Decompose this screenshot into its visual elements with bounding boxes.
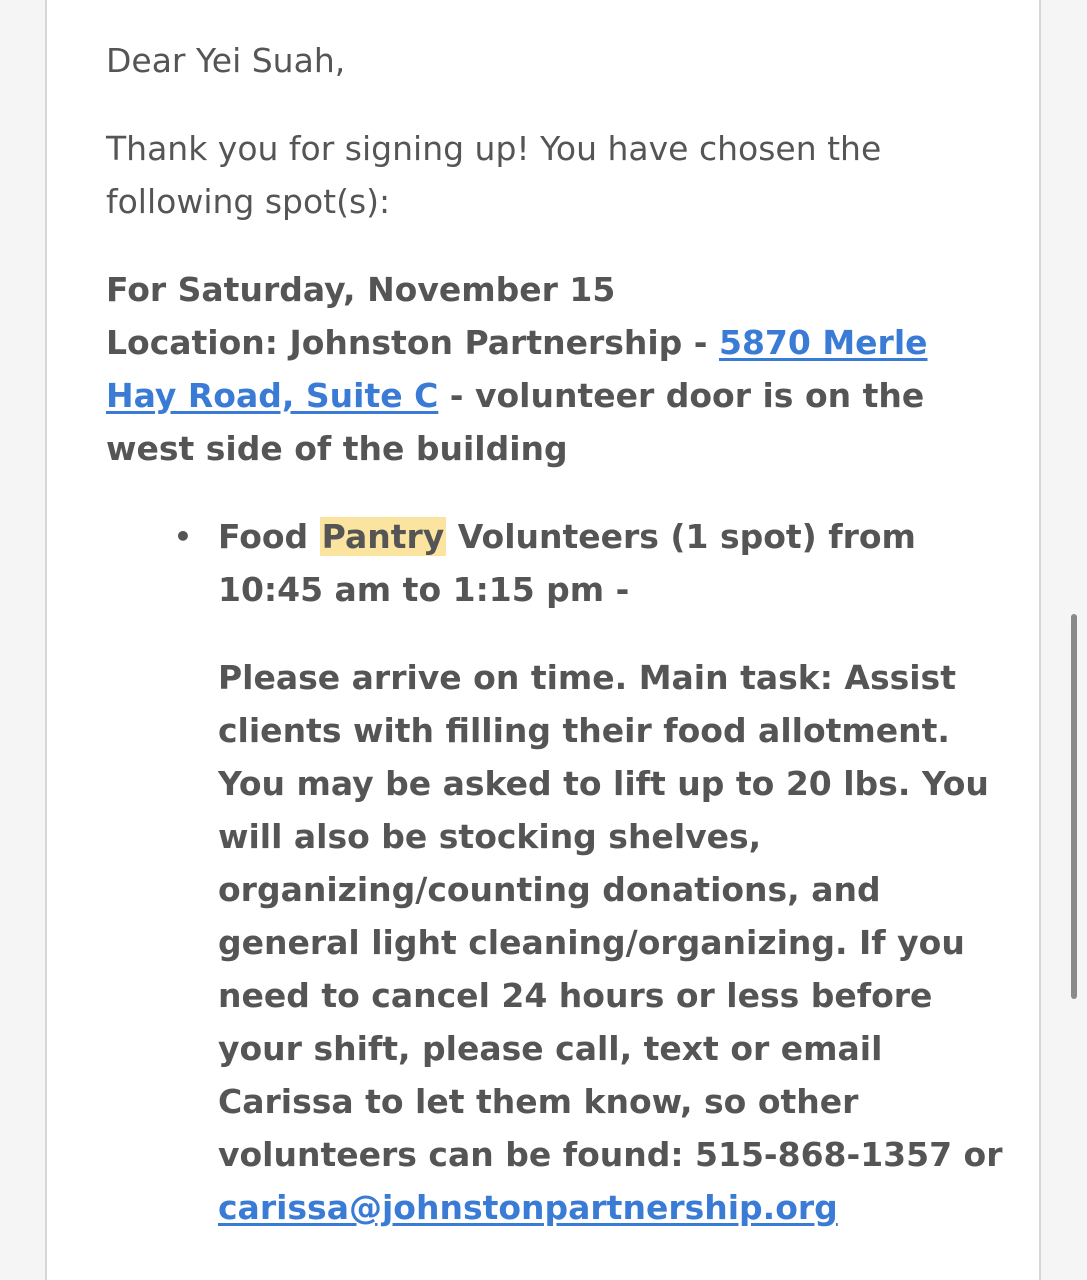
email-body: [106, 34, 1006, 1234]
intro-text: Thank you for signing up! You have chosen the following spot(s):: [106, 129, 882, 221]
slot-text-after: Volunteers (1 spot) from 10:45 am to 1:15 pm -: [218, 517, 916, 609]
email-card: [45, 0, 1041, 1280]
slot-description: [218, 651, 1006, 1234]
slot-text-before: Food: [218, 517, 320, 556]
slot-list: [106, 510, 1006, 1234]
address-link[interactable]: 5870 Merle Hay Road, Suite C: [106, 323, 928, 415]
event-date: For Saturday, November 15: [106, 270, 616, 309]
location-suffix: - volunteer door is on the west side of the building: [106, 376, 925, 468]
location-prefix: Location: Johnston Partnership -: [106, 323, 719, 362]
slot-title: [218, 517, 916, 609]
greeting: Dear Yei Suah,: [106, 41, 346, 80]
scrollbar[interactable]: [1071, 614, 1077, 999]
list-item: [174, 510, 1006, 1234]
highlighted-word: Pantry: [321, 517, 445, 556]
event-details: [106, 263, 1006, 475]
bullet-icon: •: [174, 520, 192, 553]
email-link[interactable]: carissa@johnstonpartnership.org: [218, 1188, 838, 1227]
slot-description-text: Please arrive on time. Main task: Assist clients with filling their food allotment. You may be asked to lift up to 20 lbs. You will also be stocking shelves, organizing/counting donations, and general light cleaning/organizing. If you need to cancel 24 hours or less before your shift, please call, text or email Carissa to let them know, so other volunteers can be found: 515-868-1357 or: [218, 658, 1003, 1174]
